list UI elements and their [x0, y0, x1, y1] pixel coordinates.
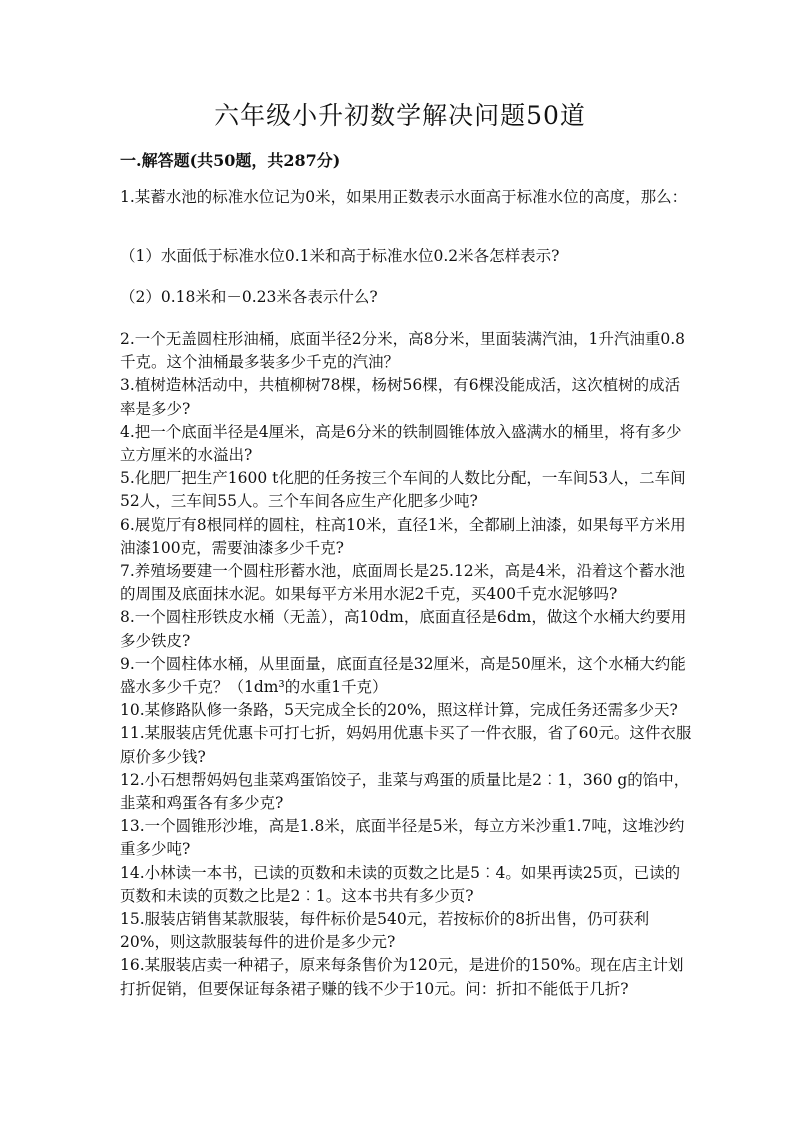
- question-item: 5.化肥厂把生产1600 t化肥的任务按三个车间的人数比分配，一车间53人，二车间52人，三车间55人。三个车间各应生产化肥多少吨?: [120, 469, 686, 511]
- question-item: 15.服装店销售某款服装，每件标价是540元，若按标价的8折出售，仍可获利20%，则这款服装每件的进价是多少元?: [120, 910, 650, 952]
- question-item: 6.展览厅有8根同样的圆柱，柱高10米，直径1米，全都刷上油漆，如果每平方米用油漆100克，需要油漆多少千克?: [120, 515, 686, 557]
- question-1-part-2: （2）0.18米和－0.23米各表示什么?: [120, 288, 378, 306]
- page-title: 六年级小升初数学解决问题50道: [214, 101, 586, 130]
- question-item: 12.小石想帮妈妈包韭菜鸡蛋馅饺子，韭菜与鸡蛋的质量比是2︰1，360 g的馅中，韭菜和鸡蛋各有多少克?: [120, 770, 690, 813]
- question-item: 4.把一个底面半径是4厘米，高是6分米的铁制圆锥体放入盛满水的桶里，将有多少立方厘米的水溢出?: [120, 422, 682, 465]
- question-list: [120, 328, 692, 1001]
- question-item: 2.一个无盖圆柱形油桶，底面半径2分米，高8分米，里面装满汽油，1升汽油重0.8千克。这个油桶最多装多少千克的汽油？: [120, 330, 686, 372]
- question-item: 13.一个圆锥形沙堆，高是1.8米，底面半径是5米，每立方米沙重1.7吨，这堆沙约重多少吨?: [120, 817, 685, 859]
- section-heading: 一.解答题(共50题，共287分): [120, 151, 341, 170]
- question-1-part-1: （1）水面低于标准水位0.1米和高于标准水位0.2米各怎样表示?: [120, 247, 560, 265]
- question-item: 14.小林读一本书，已读的页数和未读的页数之比是5︰4。如果再读25页，已读的页数和未读的页数之比是2︰1。这本书共有多少页?: [120, 863, 681, 905]
- question-item: 7.养殖场要建一个圆柱形蓄水池，底面周长是25.12米，高是4米，沿着这个蓄水池的周围及底面抹水泥。如果每平方米用水泥2千克，买400千克水泥够吗?: [120, 562, 686, 604]
- question-item: 11.某服装店凭优惠卡可打七折，妈妈用优惠卡买了一件衣服，省了60元。这件衣服原价多少钱?: [120, 724, 692, 766]
- question-1-stem: 1.某蓄水池的标准水位记为0米，如果用正数表示水面高于标准水位的高度，那么：: [120, 188, 688, 206]
- question-item: 8.一个圆柱形铁皮水桶（无盖），高10dm，底面直径是6dm，做这个水桶大约要用多少铁皮?: [120, 608, 687, 650]
- question-item: 16.某服装店卖一种裙子，原来每条售价为120元，是进价的150%。现在店主计划打折促销，但要保证每条裙子赚的钱不少于10元。问：折扣不能低于几折?: [120, 956, 684, 998]
- question-item: 9.一个圆柱体水桶，从里面量，底面直径是32厘米，高是50厘米，这个水桶大约能盛水多少千克？（1dm³的水重1千克）: [120, 654, 686, 697]
- question-item: 10.某修路队修一条路，5天完成全长的20%，照这样计算，完成任务还需多少天?: [120, 701, 678, 720]
- question-item: 3.植树造林活动中，共植柳树78棵，杨树56棵，有6棵没能成活，这次植树的成活率是多少?: [120, 376, 681, 418]
